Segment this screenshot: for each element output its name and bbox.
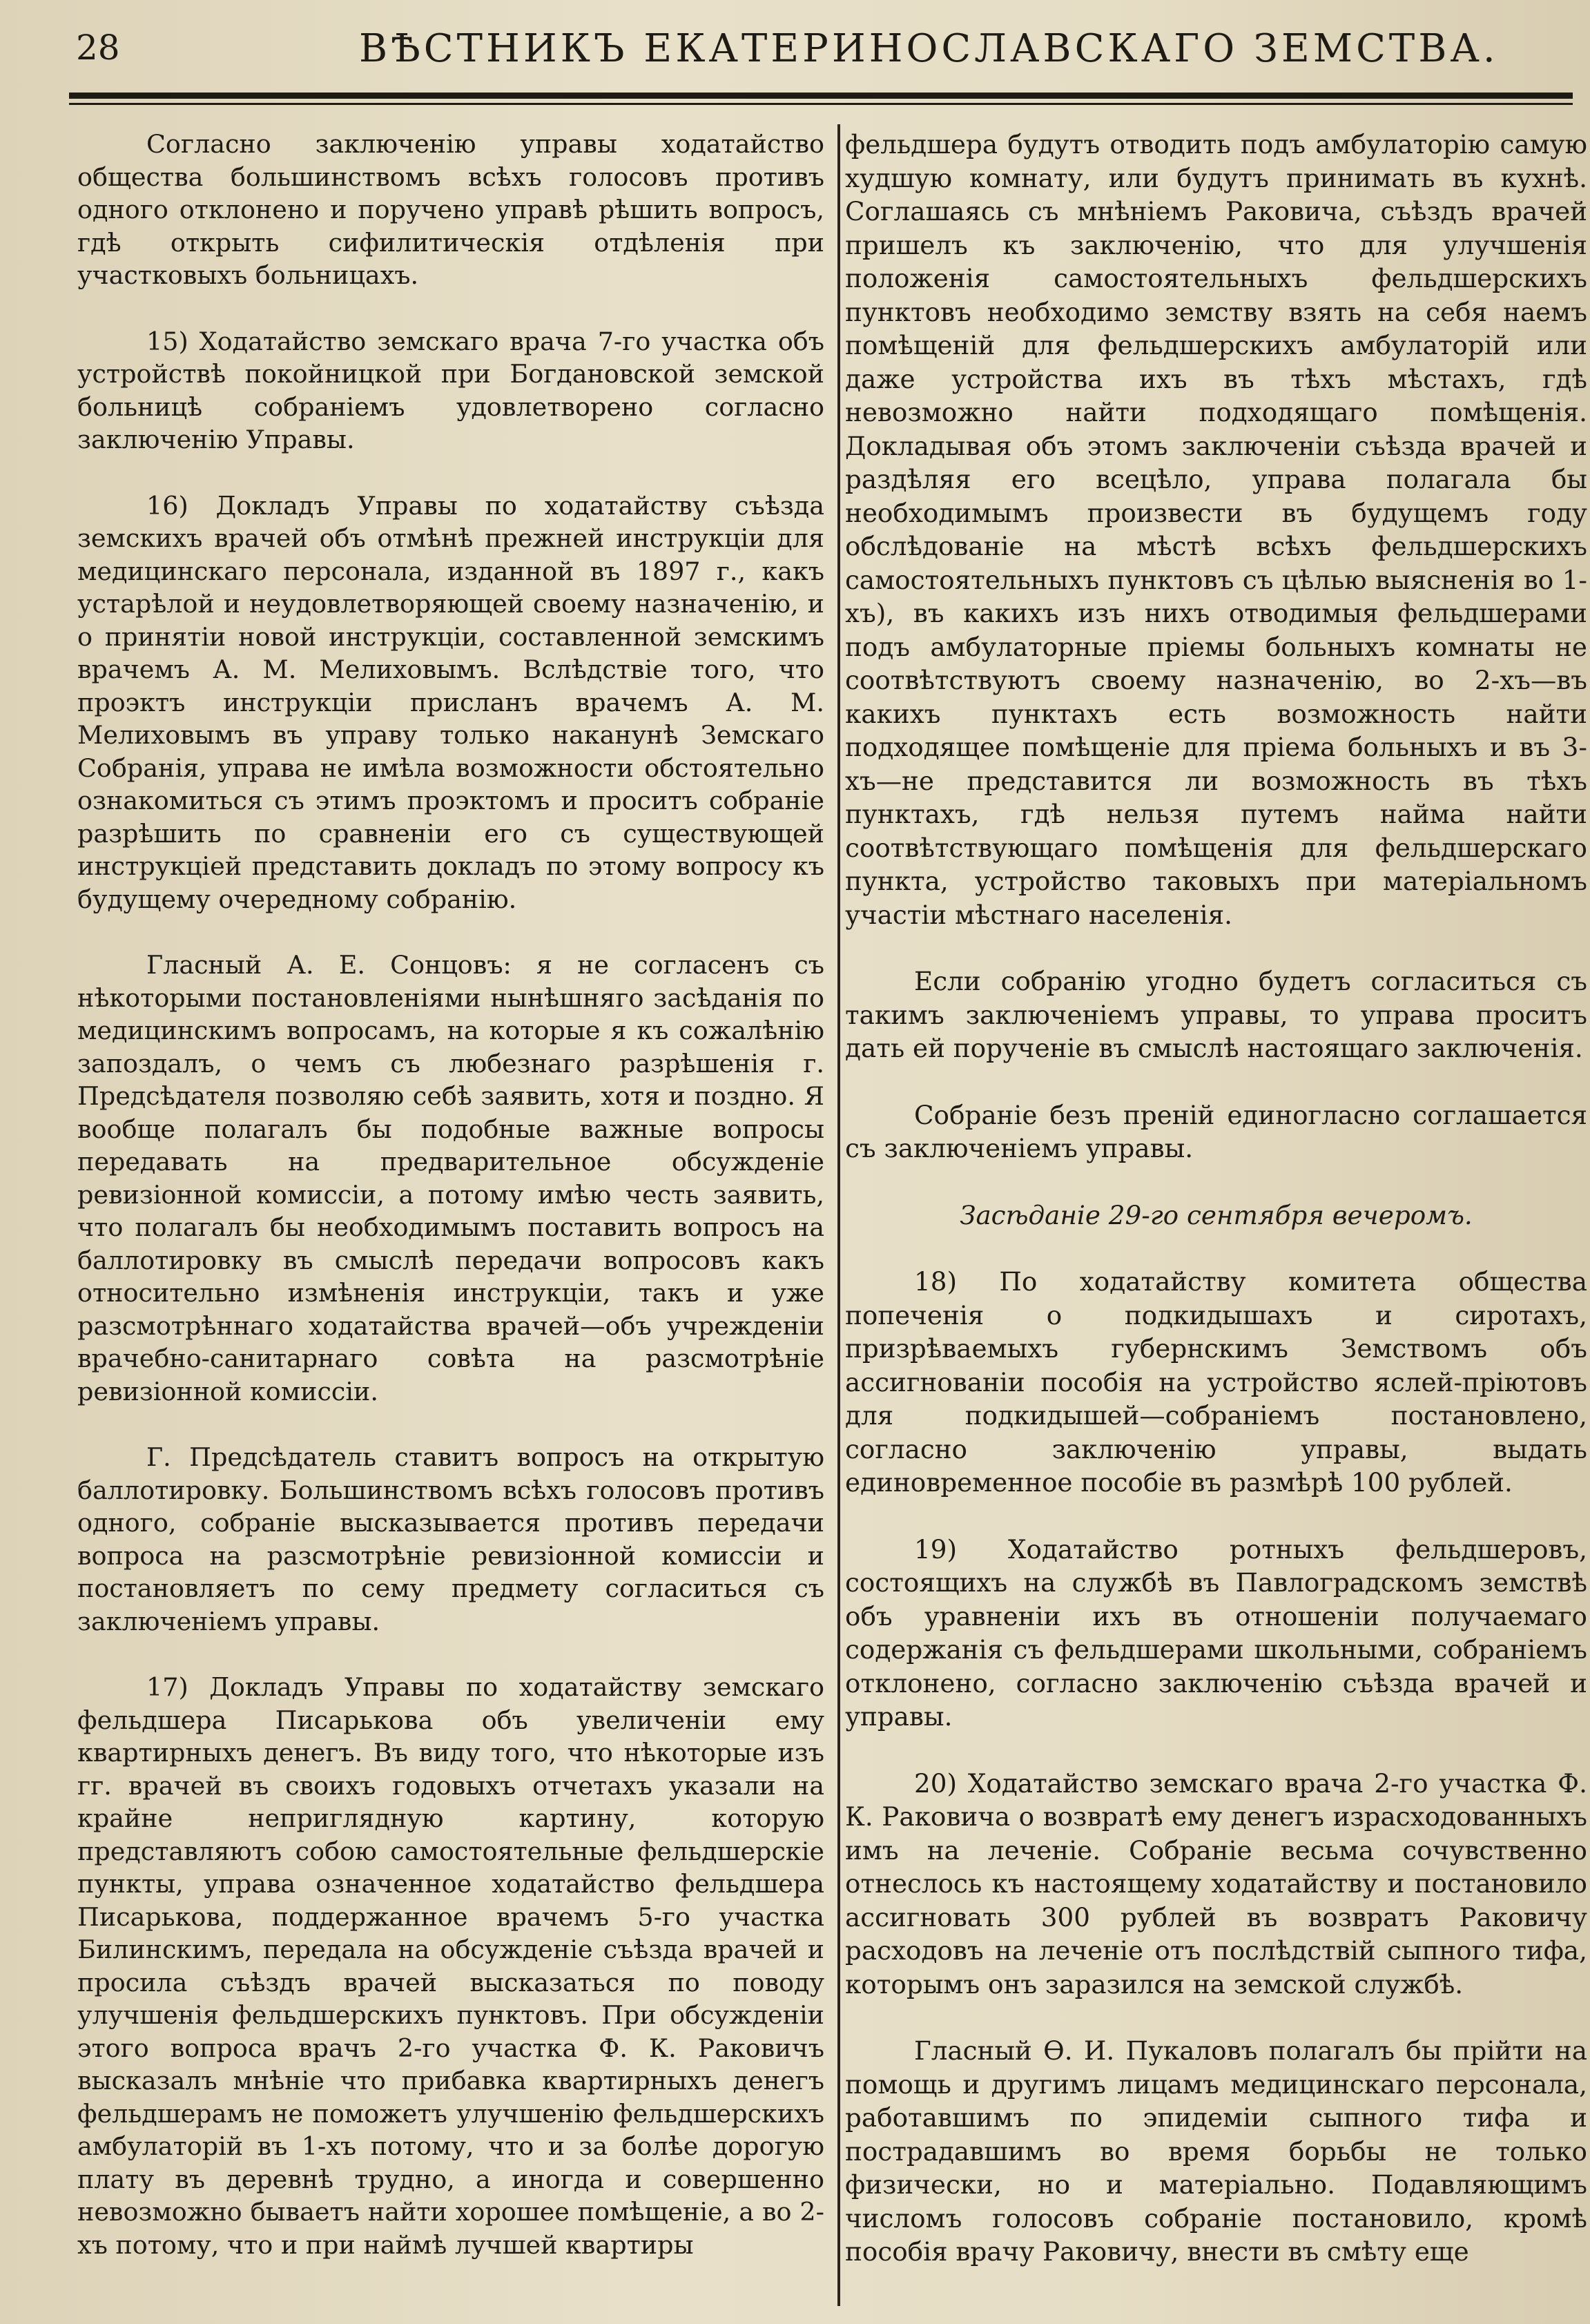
paragraph: Г. Предсѣдатель ставитъ вопросъ на открытую баллотировку. Большинствомъ всѣхъ голосовъ противъ одного, собраніе высказывается противъ передачи вопроса на разсмотрѣніе ревизіонной комиссіи и постановляетъ по сему предмету согласиться съ заключеніемъ управы. [77, 1442, 824, 1636]
paragraph: Гласный А. Е. Сонцовъ: я не согласенъ съ нѣкоторыми постановленіями нынѣшняго засѣданія по медицинскимъ вопросамъ, на которые я къ сожалѣнію запоздалъ, о чемъ съ любезнаго разрѣшенія г. Предсѣдателя позволяю себѣ заявить, хотя и поздно. Я вообще полагалъ бы подобные важные вопросы передавать на предварительное обсужденіе ревизіонной комиссіи, а потому имѣю честь заявить, что полагалъ бы необходимымъ поставить вопросъ на баллотировку въ смыслѣ передачи вопросовъ какъ относительно измѣненія инструкціи, такъ и уже разсмотрѣннаго ходатайства врачей—объ учрежденіи врачебно-санитарнаго совѣта на разсмотрѣніе ревизіонной комиссіи. [77, 950, 824, 1406]
paragraph: Гласный Ѳ. И. Пукаловъ полагалъ бы прійти на помощь и другимъ лицамъ медицинскаго персонала, работавшимъ по эпидеміи сыпного тифа и пострадавшимъ во время борьбы не только физически, но и матеріально. Подавляющимъ числомъ голосовъ собраніе постановило, кромѣ пособія врачу Раковичу, внести въ смѣту еще [845, 2035, 1587, 2267]
left-column [77, 128, 824, 2294]
paragraph: 20) Ходатайство земскаго врача 2-го участка Ф. К. Раковича о возвратѣ ему денегъ израсходованныхъ имъ на леченіе. Собраніе весьма сочувственно отнеслось къ настоящему ходатайству и постановило ассигновать 300 рублей въ возвратъ Раковичу расходовъ на леченіе отъ послѣдствій сыпного тифа, которымъ онъ заразился на земской службѣ. [845, 1768, 1587, 1999]
header-rule-thin [69, 103, 1573, 105]
session-heading: Засѣданіе 29-го сентября вечеромъ. [960, 1199, 1473, 1230]
header-rule-thick [69, 93, 1573, 99]
paragraph: Согласно заключенію управы ходатайство общества большинствомъ всѣхъ голосовъ противъ одного отклонено и поручено управѣ рѣшить вопросъ, гдѣ открыть сифилитическія отдѣленія при участковыхъ больницахъ. [77, 129, 824, 290]
running-title: ВѢСТНИКЪ ЕКАТЕРИНОСЛАВСКАГО ЗЕМСТВА. [359, 26, 1499, 71]
column-divider [837, 124, 840, 2306]
page-number: 28 [76, 28, 120, 68]
paragraph: Если собранію угодно будетъ согласиться съ такимъ заключеніемъ управы, то управа проситъ дать ей порученіе въ смыслѣ настоящаго заключенія. [845, 966, 1587, 1063]
paragraph-continued: фельдшера будутъ отводить подъ амбулаторію самую худшую комнату, или будутъ принимать въ кухнѣ. Соглашаясь съ мнѣніемъ Раковича, съѣздъ врачей пришелъ къ заключенію, что для улучшенія положенія самостоятельныхъ фельдшерскихъ пунктовъ необходимо земству взять на себя наемъ помѣщеній для фельдшерскихъ амбулаторій или даже устройства ихъ въ тѣхъ мѣстахъ, гдѣ невозможно найти подходящаго помѣщенія. Докладывая объ этомъ заключеніи съѣзда врачей и раздѣляя его всецѣло, управа полагала бы необходимымъ произвести въ будущемъ году обслѣдованіе на мѣстѣ всѣхъ фельдшерскихъ самостоятельныхъ пунктовъ съ цѣлью выясненія во 1-хъ), въ какихъ изъ нихъ отводимыя фельдшерами подъ амбулаторные пріемы больныхъ комнаты не соотвѣтствуютъ своему назначенію, во 2-хъ—въ какихъ пунктахъ есть возможность найти подходящее помѣщеніе для пріема больныхъ и въ 3-хъ—не представится ли возможность въ тѣхъ пунктахъ, гдѣ нельзя путемъ найма найти соотвѣтствующаго помѣщенія для фельдшерскаго пункта, устройство таковыхъ при матеріальномъ участіи мѣстнаго населенія. [845, 129, 1587, 930]
paragraph: 18) По ходатайству комитета общества попеченія о подкидышахъ и сиротахъ, призрѣваемыхъ губернскимъ Земствомъ объ ассигнованіи пособія на устройство яслей-пріютовъ для подкидышей—собраніемъ постановлено, согласно заключенію управы, выдать единовременное пособіе въ размѣрѣ 100 рублей. [845, 1266, 1587, 1498]
paragraph: 15) Ходатайство земскаго врача 7-го участка объ устройствѣ покойницкой при Богдановской земской больницѣ собраніемъ удовлетворено согласно заключенію Управы. [77, 326, 824, 454]
paragraph: 16) Докладъ Управы по ходатайству съѣзда земскихъ врачей объ отмѣнѣ прежней инструкціи для медицинскаго персонала, изданной въ 1897 г., какъ устарѣлой и неудовлетворяющей своему назначенію, и о принятіи новой инструкціи, составленной земскимъ врачемъ А. М. Мелиховымъ. Вслѣдствіе того, что проэктъ инструкціи присланъ врачемъ А. М. Мелиховымъ въ управу только наканунѣ Земскаго Собранія, управа не имѣла возможности обстоятельно ознакомиться съ этимъ проэктомъ и проситъ собраніе разрѣшить по сравненіи его съ существующей инструкціей представить докладъ по этому вопросу къ будущему очередному собранію. [77, 490, 824, 914]
right-column [845, 128, 1587, 2302]
paragraph: 19) Ходатайство ротныхъ фельдшеровъ, состоящихъ на службѣ въ Павлоградскомъ земствѣ объ уравненіи ихъ въ отношеніи получаемаго содержанія съ фельдшерами школьными, собраніемъ отклонено, согласно заключенію съѣзда врачей и управы. [845, 1533, 1587, 1732]
paragraph: Собраніе безъ преній единогласно соглашается съ заключеніемъ управы. [845, 1099, 1587, 1163]
paragraph: 17) Докладъ Управы по ходатайству земскаго фельдшера Писарькова объ увеличеніи ему квартирныхъ денегъ. Въ виду того, что нѣкоторые изъ гг. врачей въ своихъ годовыхъ отчетахъ указали на крайне неприглядную картину, которую представляютъ собою самостоятельные фельдшерскіе пункты, управа означенное ходатайство фельдшера Писарькова, поддержанное врачемъ 5-го участка Билинскимъ, передала на обсужденіе съѣзда врачей и просила съѣздъ врачей высказаться по поводу улучшенія фельдшерскихъ пунктовъ. При обсужденіи этого вопроса врачъ 2-го участка Ф. К. Раковичъ высказалъ мнѣніе что прибавка квартирныхъ денегъ фельдшерамъ не поможетъ улучшенію фельдшерскихъ амбулаторій въ 1-хъ потому, что и за болѣе дорогую плату въ деревнѣ трудно, а иногда и совершенно невозможно бываетъ найти хорошее помѣщеніе, а во 2-хъ потому, что и при наймѣ лучшей квартиры [77, 1672, 824, 2260]
